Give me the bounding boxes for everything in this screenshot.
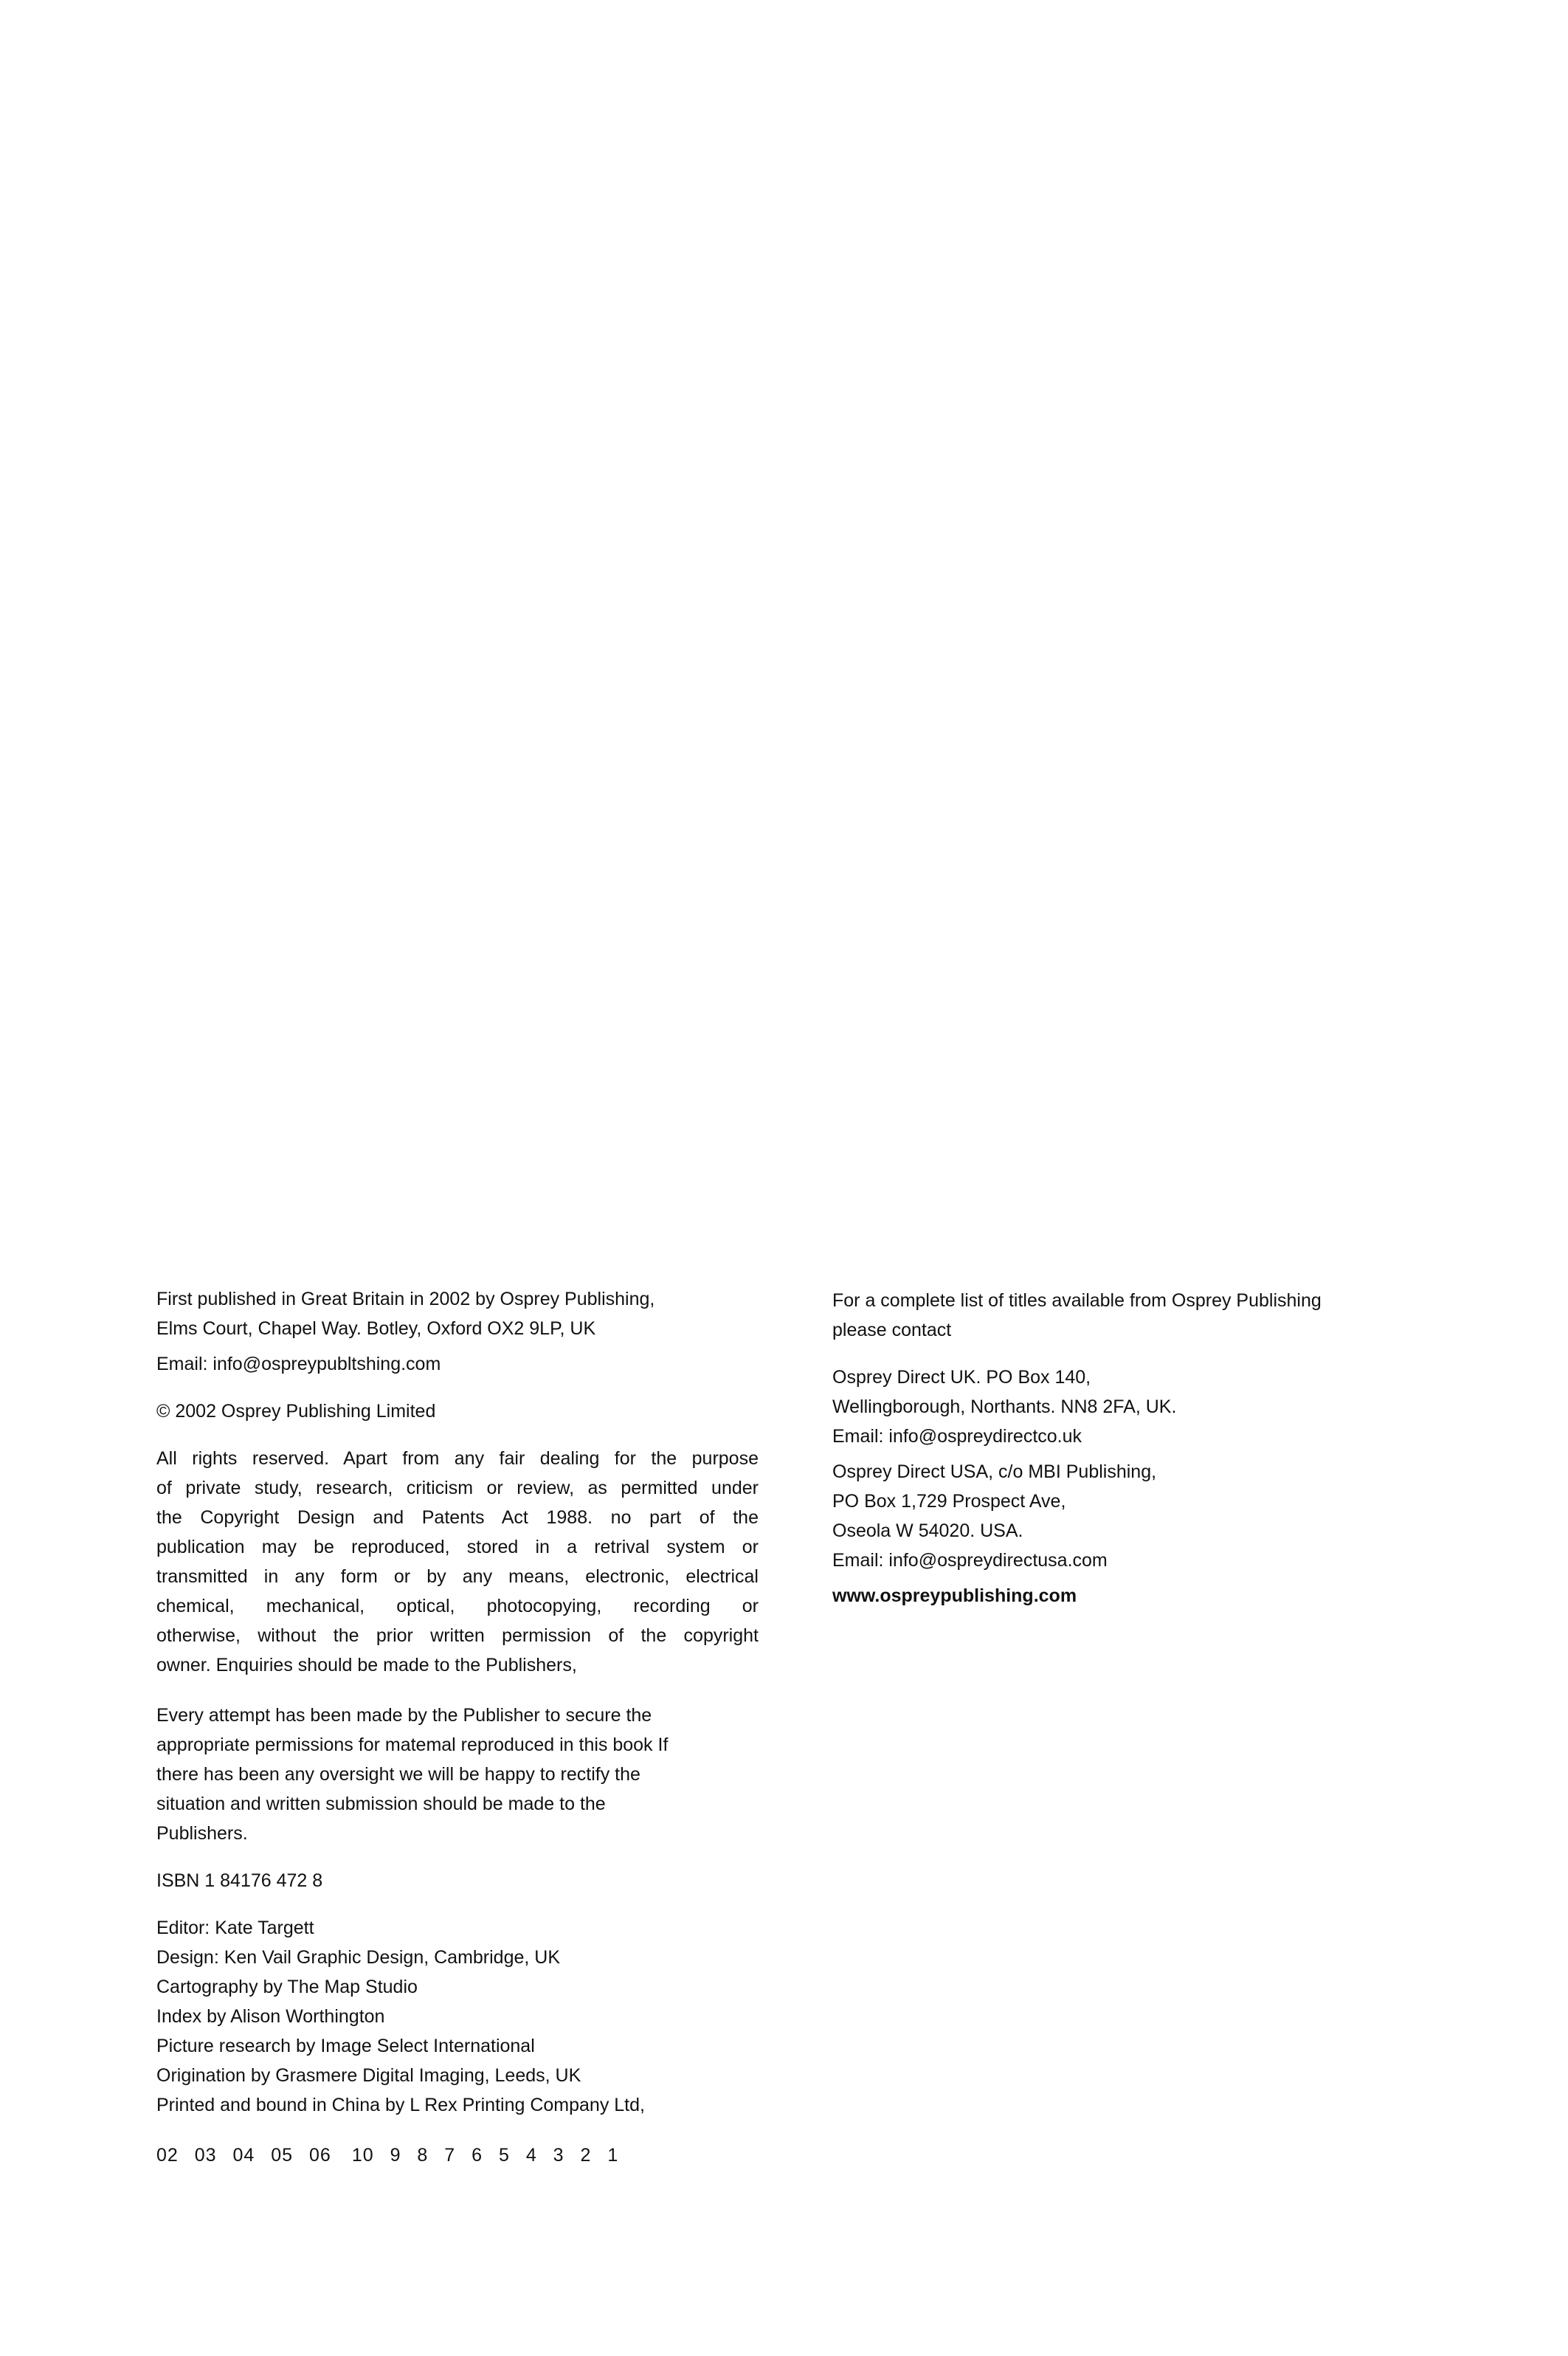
credit-line: Cartography by The Map Studio (156, 1977, 418, 1997)
credit-line: Design: Ken Vail Graphic Design, Cambridge, UK (156, 1947, 561, 1968)
rights-line: the Copyright Design and Patents Act 1988. no part of the (156, 1507, 759, 1528)
rights-paragraph (156, 1444, 759, 1680)
rights-line: otherwise, without the prior written permission of the copyright (156, 1625, 759, 1646)
uk-address-block (832, 1363, 1423, 1451)
print-code-impressions: 10 9 8 7 6 5 4 3 2 1 (351, 2145, 619, 2166)
publisher-line: Elms Court, Chapel Way. Botley, Oxford OX2 9LP, UK (156, 1318, 596, 1339)
contact-intro-line: please contact (832, 1320, 952, 1340)
isbn-block (156, 1866, 759, 1895)
usa-address-block (832, 1457, 1423, 1575)
uk-address-line: Wellingborough, Northants. NN8 2FA, UK. (832, 1396, 1177, 1417)
rights-line: of private study, research, criticism or review, as permitted under (156, 1478, 759, 1498)
permissions-line: Every attempt has been made by the Publisher to secure the (156, 1705, 652, 1726)
print-code (156, 2140, 759, 2170)
uk-email: Email: info@ospreydirectco.uk (832, 1426, 1082, 1447)
rights-line: transmitted in any form or by any means, electronic, electrical (156, 1566, 759, 1587)
usa-address-line: Oseola W 54020. USA. (832, 1520, 1023, 1541)
contact-intro-line: For a complete list of titles available from Osprey Publishing (832, 1290, 1322, 1311)
copyright-block (156, 1396, 759, 1426)
permissions-paragraph (156, 1701, 759, 1848)
website-block (832, 1581, 1423, 1611)
rights-line: All rights reserved. Apart from any fair dealing for the purpose (156, 1448, 759, 1469)
credit-line: Origination by Grasmere Digital Imaging, Leeds, UK (156, 2065, 581, 2086)
usa-address-line: PO Box 1,729 Prospect Ave, (832, 1491, 1066, 1512)
credit-line: Index by Alison Worthington (156, 2006, 385, 2027)
uk-address-line: Osprey Direct UK. PO Box 140, (832, 1367, 1091, 1388)
credits-block (156, 1913, 759, 2120)
publisher-block (156, 1284, 759, 1343)
usa-address-line: Osprey Direct USA, c/o MBI Publishing, (832, 1461, 1157, 1482)
permissions-line: appropriate permissions for matemal reproduced in this book If (156, 1735, 669, 1755)
contact-intro (832, 1286, 1423, 1345)
publisher-email: Email: info@ospreypubltshing.com (156, 1354, 441, 1374)
permissions-line: Publishers. (156, 1823, 248, 1844)
print-code-years: 02 03 04 05 06 (156, 2145, 331, 2166)
rights-line: publication may be reproduced, stored in a retrival system or (156, 1537, 759, 1557)
publisher-line: First published in Great Britain in 2002 by Osprey Publishing, (156, 1289, 655, 1309)
rights-line: owner. Enquiries should be made to the Publishers, (156, 1655, 577, 1675)
right-column (832, 1286, 1423, 1611)
credit-line: Picture research by Image Select International (156, 2036, 535, 2056)
website-link[interactable]: www.ospreypublishing.com (832, 1585, 1077, 1606)
permissions-line: situation and written submission should be made to the (156, 1794, 606, 1814)
credit-line: Editor: Kate Targett (156, 1918, 314, 1938)
usa-email: Email: info@ospreydirectusa.com (832, 1550, 1108, 1571)
rights-line: chemical, mechanical, optical, photocopying, recording or (156, 1596, 759, 1616)
isbn: ISBN 1 84176 472 8 (156, 1870, 323, 1891)
publisher-email-block (156, 1349, 759, 1379)
left-column (156, 1284, 759, 2170)
permissions-line: there has been any oversight we will be happy to rectify the (156, 1764, 640, 1785)
copyright-notice: © 2002 Osprey Publishing Limited (156, 1401, 436, 1422)
credit-line: Printed and bound in China by L Rex Printing Company Ltd, (156, 2095, 645, 2115)
